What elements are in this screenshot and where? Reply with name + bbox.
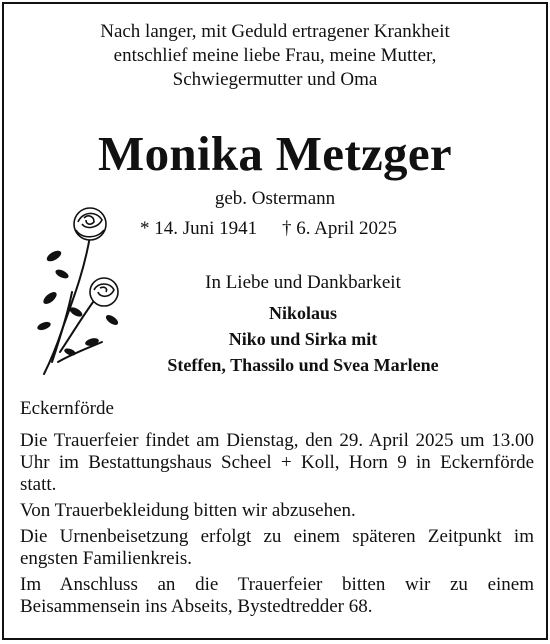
place-name: Eckernförde bbox=[20, 398, 114, 419]
notice-body bbox=[20, 398, 534, 622]
life-dates bbox=[140, 218, 397, 240]
deceased-name: Monika Metzger bbox=[98, 126, 452, 181]
intro-line: entschlief meine liebe Frau, meine Mutter, bbox=[113, 45, 437, 66]
mourner-name: Niko und Sirka mit bbox=[228, 329, 378, 349]
mourner-name: Nikolaus bbox=[268, 303, 338, 323]
attire-paragraph: Von Trauerbekleidung bitten wir abzusehen. bbox=[20, 500, 356, 521]
thanks-heading: In Liebe und Dankbarkeit bbox=[205, 272, 401, 293]
birth-name: geb. Ostermann bbox=[214, 188, 336, 209]
burial-paragraph: Die Urnenbeisetzung erfolgt zu einem späteren Zeitpunkt im engsten Familienkreis. bbox=[20, 526, 534, 569]
intro-line: Nach langer, mit Geduld ertragener Krankheit bbox=[100, 21, 450, 42]
mourner-name: Steffen, Thassilo und Svea Marlene bbox=[167, 355, 439, 375]
intro-line: Schwiegermutter und Oma bbox=[172, 69, 378, 90]
gathering-paragraph: Im Anschluss an die Trauerfeier bitten wir zu einem Beisammensein ins Abseits, Bystedtredder 68. bbox=[20, 574, 534, 617]
birth-date: * 14. Juni 1941 bbox=[140, 218, 258, 239]
death-date: † 6. April 2025 bbox=[281, 218, 397, 239]
intro-text bbox=[4, 20, 546, 92]
mourners-list bbox=[4, 300, 546, 378]
obituary-notice bbox=[2, 2, 548, 640]
ceremony-paragraph: Die Trauerfeier findet am Dienstag, den 29. April 2025 um 13.00 Uhr im Bestattungshaus Scheel + Koll, Horn 9 in Eckernförde statt. bbox=[20, 430, 534, 495]
